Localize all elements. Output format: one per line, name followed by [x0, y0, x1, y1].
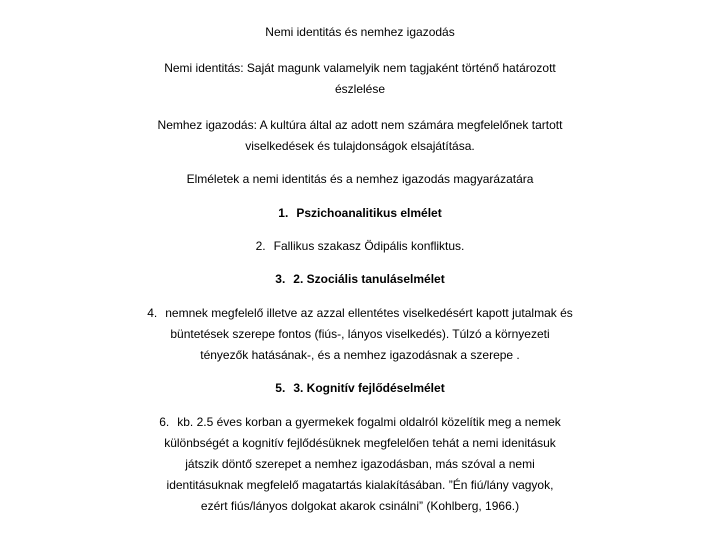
theories-intro-text: Elméletek a nemi identitás és a nemhez igazodás magyarázatára — [186, 172, 534, 186]
list-item-3-number: 3. — [275, 272, 286, 286]
list-item-6-line-3 — [0, 454, 720, 474]
list-item-1-number: 1. — [278, 206, 289, 220]
list-item-4-text-3: tényezők hatásának-, és a nemhez igazodásnak a szerepe . — [200, 348, 520, 362]
list-item-6-line-2 — [0, 433, 720, 453]
list-item-2 — [0, 236, 720, 256]
list-item-6-text-2: különbségét a kognitív fejlődésüknek megfelelően tehát a nemi idenitásuk — [164, 436, 556, 450]
list-item-4-line-2 — [0, 324, 720, 344]
list-item-6-line-5 — [0, 496, 720, 516]
list-item-6-number: 6. — [159, 415, 170, 429]
definition-gender-conformity-line-1 — [0, 115, 720, 135]
list-item-3 — [0, 269, 720, 289]
list-item-1 — [0, 203, 720, 223]
list-item-4-line-1 — [0, 303, 720, 323]
list-item-5 — [0, 378, 720, 398]
definition-gender-identity-text-1: Nemi identitás: Saját magunk valamelyik nem tagjaként történő határozott — [164, 61, 556, 75]
list-item-5-number: 5. — [275, 381, 286, 395]
list-item-4-text-1: nemnek megfelelő illetve az azzal ellentétes viselkedésért kapott jutalmak és — [165, 306, 573, 320]
list-item-2-text: Fallikus szakasz Ödipális konfliktus. — [273, 239, 465, 253]
list-item-4-number: 4. — [147, 306, 158, 320]
list-item-6-text-1: kb. 2.5 éves korban a gyermekek fogalmi oldalról közelítik meg a nemek — [177, 415, 561, 429]
definition-gender-conformity-text-2: viselkedések és tulajdonságok elsajátítása. — [245, 139, 475, 153]
list-item-5-text: 3. Kognitív fejlődéselmélet — [293, 381, 445, 395]
list-item-3-text: 2. Szociális tanuláselmélet — [293, 272, 445, 286]
list-item-6-text-4: identitásuknak megfelelő magatartás kialakításában. ”Én fiú/lány vagyok, — [166, 478, 554, 492]
theories-intro — [0, 169, 720, 189]
list-item-6-text-3: játszik döntő szerepet a nemhez igazodásban, más szóval a nemi — [185, 457, 535, 471]
list-item-4-line-3 — [0, 345, 720, 365]
definition-gender-identity-text-2: észlelése — [334, 82, 386, 96]
list-item-1-text: Pszichoanalitikus elmélet — [296, 206, 442, 220]
list-item-6-text-5: ezért fiús/lányos dolgokat akarok csinálni” (Kohlberg, 1966.) — [200, 499, 520, 513]
definition-gender-identity-line-1 — [0, 58, 720, 78]
slide-title — [0, 20, 720, 44]
list-item-2-number: 2. — [255, 239, 266, 253]
list-item-6-line-1 — [0, 412, 720, 432]
definition-gender-identity-line-2 — [0, 79, 720, 99]
list-item-6-line-4 — [0, 475, 720, 495]
definition-gender-conformity-text-1: Nemhez igazodás: A kultúra által az adott nem számára megfelelőnek tartott — [157, 118, 563, 132]
definition-gender-conformity-line-2 — [0, 136, 720, 156]
slide-title-text: Nemi identitás és nemhez igazodás — [265, 25, 455, 39]
list-item-4-text-2: büntetések szerepe fontos (fiús-, lányos viselkedés). Túlzó a környezeti — [170, 327, 550, 341]
